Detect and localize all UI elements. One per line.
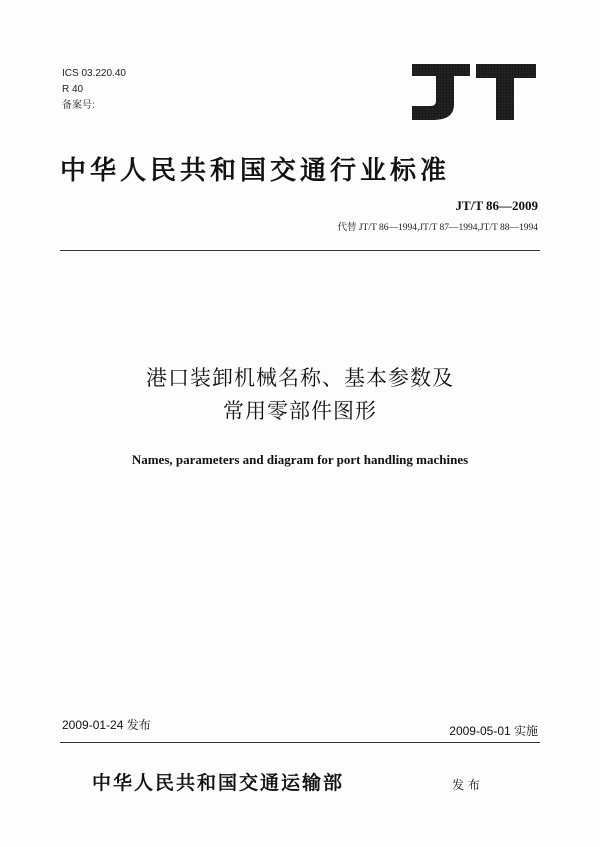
document-title-line-2: 常用零部件图形	[223, 399, 377, 423]
publisher-name: 中华人民共和国交通运输部	[92, 772, 345, 794]
issue-date: 2009-01-24 发布	[62, 718, 151, 732]
jt-logo	[408, 60, 540, 122]
footer-divider	[60, 742, 540, 743]
document-title-line-1: 港口装卸机械名称、基本参数及	[146, 366, 454, 390]
record-number-label: 备案号:	[62, 100, 95, 111]
ics-code: ICS 03.220.40	[62, 68, 126, 79]
publish-label: 发布	[452, 778, 485, 792]
document-title-english: Names, parameters and diagram for port handling machines	[131, 452, 469, 467]
replaces-note: 代替 JT/T 86—1994,JT/T 87—1994,JT/T 88—1994	[337, 223, 538, 233]
category-code: R 40	[62, 84, 84, 95]
implementation-date: 2009-05-01 实施	[449, 724, 538, 738]
classification-block	[62, 66, 126, 114]
document-title	[60, 362, 540, 428]
header-divider	[60, 250, 540, 251]
standard-title: 中华人民共和国交通行业标准	[60, 156, 451, 186]
standard-code: JT/T 86—2009	[455, 198, 538, 213]
